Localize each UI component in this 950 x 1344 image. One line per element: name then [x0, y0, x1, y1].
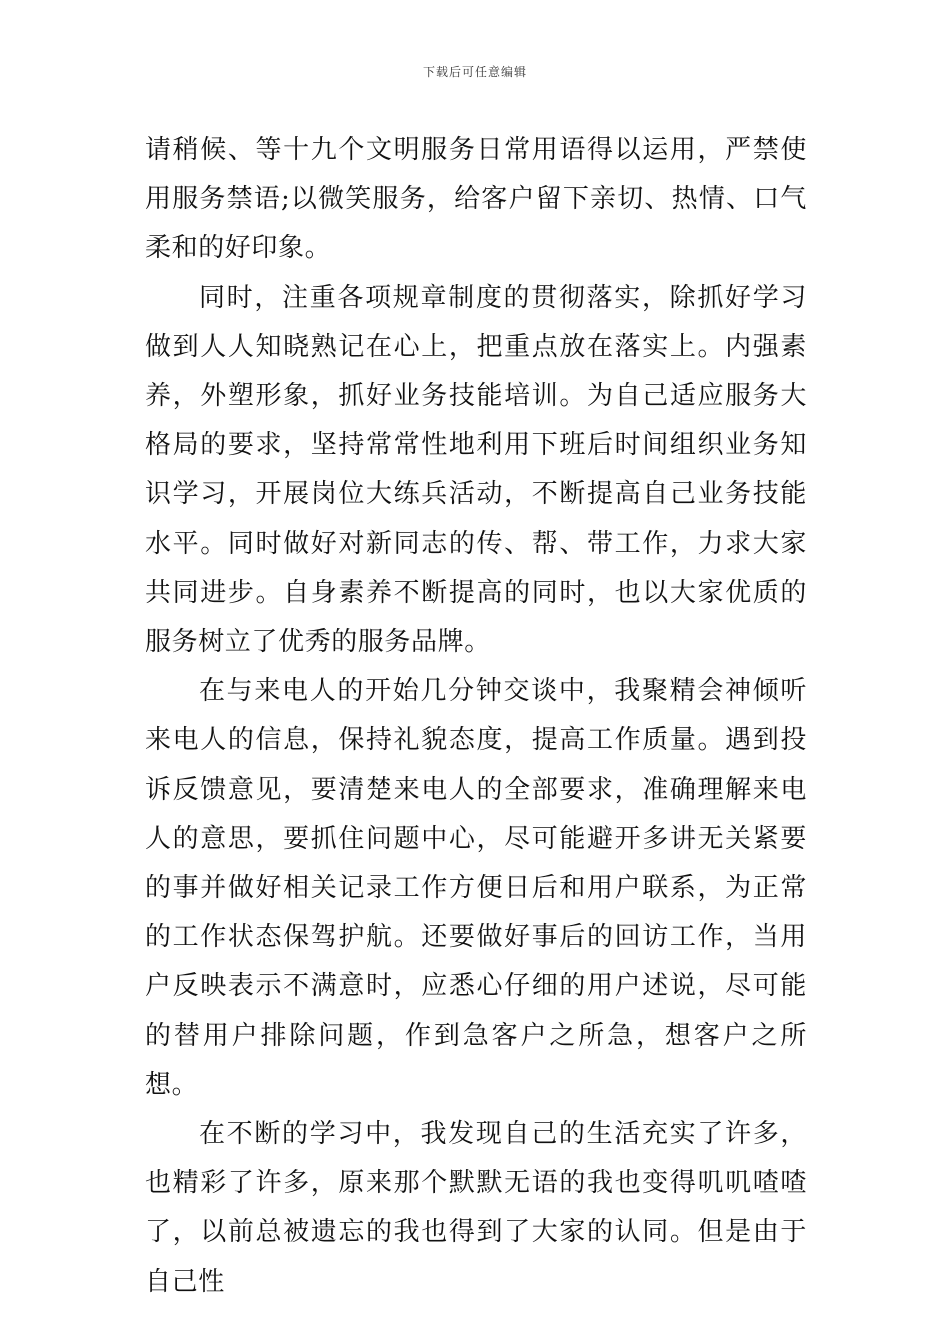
paragraph: 同时，注重各项规章制度的贯彻落实，除抓好学习做到人人知晓熟记在心上，把重点放在落实上。内强素养，外塑形象，抓好业务技能培训。为自己适应服务大格局的要求，坚持常常性地利用下班后时间组织业务知识学习，开展岗位大练兵活动，不断提高自己业务技能水平。同时做好对新同志的传、帮、带工作，力求大家共同进步。自身素养不断提高的同时，也以大家优质的服务树立了优秀的服务品牌。 [145, 282, 807, 658]
page-header: 下载后可任意编辑 [422, 65, 527, 79]
paragraph: 在不断的学习中，我发现自己的生活充实了许多，也精彩了许多，原来那个默默无语的我也变得叽叽喳喳了，以前总被遗忘的我也得到了大家的认同。但是由于自己性 [145, 1119, 807, 1297]
paragraph: 在与来电人的开始几分钟交谈中，我聚精会神倾听来电人的信息，保持礼貌态度，提高工作质量。遇到投诉反馈意见，要清楚来电人的全部要求，准确理解来电人的意思，要抓住问题中心，尽可能避开多讲无关紧要的事并做好相关记录工作方便日后和用户联系，为正常的工作状态保驾护航。还要做好事后的回访工作，当用户反映表示不满意时，应悉心仔细的用户述说，尽可能的替用户排除问题，作到急客户之所急，想客户之所想。 [145, 676, 807, 1100]
document-body [145, 126, 807, 1307]
paragraph: 请稍候、等十九个文明服务日常用语得以运用，严禁使用服务禁语;以微笑服务，给客户留下亲切、热情、口气柔和的好印象。 [145, 135, 807, 264]
